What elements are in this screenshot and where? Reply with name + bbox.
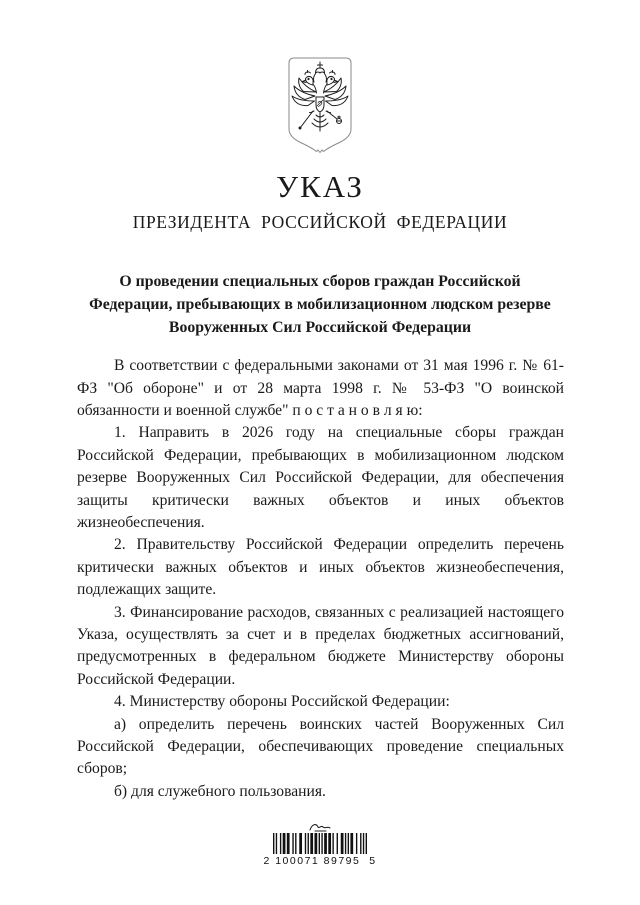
document-issuer-label: ПРЕЗИДЕНТА РОССИЙСКОЙ ФЕДЕРАЦИИ [132, 212, 508, 233]
paragraph-item-4: 4. Министерству обороны Российской Федерации: [114, 693, 450, 711]
barcode [273, 833, 367, 854]
barcode-block [255, 821, 385, 867]
paragraph-item-3: 3. Финансирование расходов, связанных с реализацией настоящего Указа, осуществлять за счет и в пределах бюджетных ассигнований, предусмотренных в федеральном бюджете Министерству обороны Российской Федерации. [77, 603, 564, 688]
document-type-label: УКАЗ [276, 169, 364, 204]
paragraph-item-4b: б) для служебного пользования. [114, 782, 326, 800]
document-title: О проведении специальных сборов граждан Российской Федерации, пребывающих в мобилизационном людском резерве Вооруженных Сил Российской Федерации [89, 273, 551, 337]
paragraph-item-4a: а) определить перечень воинских частей Вооруженных Сил Российской Федерации, обеспечивающих проведение специальных сборов; [77, 715, 564, 778]
paragraph-item-2: 2. Правительству Российской Федерации определить перечень критически важных объектов и иных объектов жизнеобеспечения, подлежащих защите. [77, 536, 564, 599]
paragraph-item-1: 1. Направить в 2026 году на специальные сборы граждан Российской Федерации, пребывающих в мобилизационном людском резерве Вооруженных Сил Российской Федерации, для обеспечения защиты критически важных объектов и иных объектов жизнеобеспечения. [77, 424, 564, 531]
paragraph-preamble: В соответствии с федеральными законами от 31 мая 1996 г. № 61-ФЗ "Об обороне" и от 28 марта 1998 г. № 53-ФЗ "О воинской обязанности и военной службе" п о с т а н о в л я ю: [77, 357, 564, 419]
document-body [77, 355, 564, 803]
barcode-digits: 2 100071 89795 5 [263, 855, 377, 867]
handwritten-squiggle-icon [307, 821, 333, 833]
russia-coat-of-arms-icon [281, 55, 359, 157]
